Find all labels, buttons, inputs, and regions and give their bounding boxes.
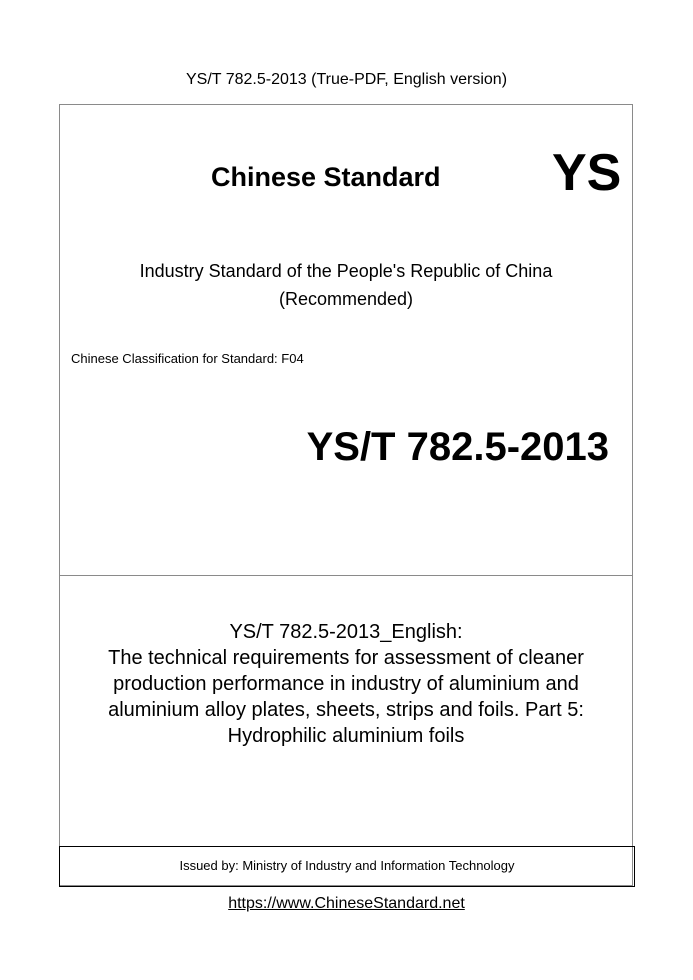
footer [0, 894, 693, 914]
standard-number: YS/T 782.5-2013 [306, 425, 609, 469]
title-line: Hydrophilic aluminium foils [227, 725, 465, 747]
issuer-box: Issued by: Ministry of Industry and Information Technology [59, 846, 635, 887]
document-title [60, 619, 632, 749]
cover-frame [59, 104, 633, 886]
title-line: YS/T 782.5-2013_English: [229, 621, 463, 643]
recommended-label: (Recommended) [278, 289, 414, 309]
classification-label: Chinese Classification for Standard: F04 [71, 351, 304, 366]
brand-code: YS [552, 144, 622, 202]
page-header: YS/T 782.5-2013 (True-PDF, English version) [185, 71, 508, 88]
title-line: The technical requirements for assessment of cleaner [108, 647, 584, 669]
brand-title: Chinese Standard [211, 162, 441, 192]
section-divider [60, 575, 632, 576]
website-link[interactable]: https://www.ChineseStandard.net [228, 895, 465, 912]
title-line: production performance in industry of aluminium and [113, 673, 579, 695]
industry-standard-line: Industry Standard of the People's Republic of China [139, 261, 553, 281]
title-line: aluminium alloy plates, sheets, strips and foils. Part 5: [108, 699, 584, 721]
